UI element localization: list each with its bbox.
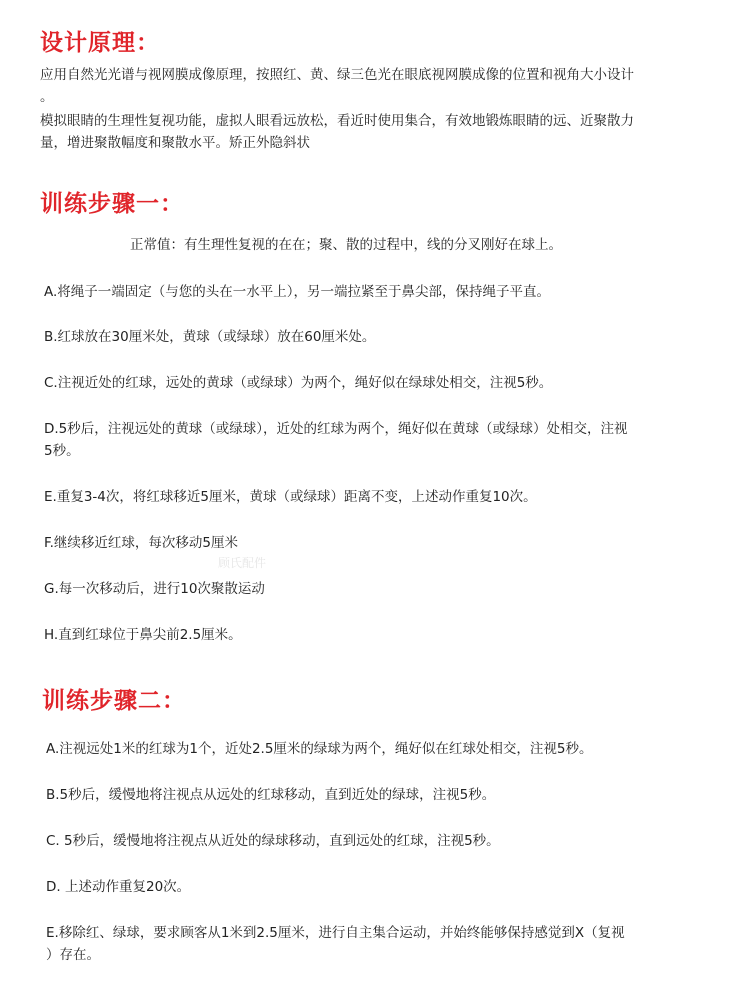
principle-para2-line1: 模拟眼睛的生理性复视功能，虚拟人眼看远放松，看近时使用集合，有效地锻炼眼睛的远、近聚散力 bbox=[40, 113, 634, 129]
step2-item-c: C. 5秒后，缓慢地将注视点从近处的绿球移动，直到远处的红球，注视5秒。 bbox=[46, 833, 500, 849]
step1-item-f: F.继续移近红球，每次移动5厘米 bbox=[44, 535, 238, 551]
principle-heading: 设计原理： bbox=[40, 30, 160, 56]
principle-para2-line2: 量，增进聚散幅度和聚散水平。矫正外隐斜状 bbox=[40, 135, 310, 151]
step1-heading: 训练步骤一： bbox=[40, 191, 184, 217]
step1-item-e: E.重复3-4次，将红球移近5厘米，黄球（或绿球）距离不变，上述动作重复10次。 bbox=[44, 489, 537, 505]
step1-item-c: C.注视近处的红球，远处的黄球（或绿球）为两个，绳好似在绿球处相交，注视5秒。 bbox=[44, 375, 553, 391]
step1-item-g: G.每一次移动后，进行10次聚散运动 bbox=[44, 581, 265, 597]
step2-item-b: B.5秒后，缓慢地将注视点从远处的红球移动，直到近处的绿球，注视5秒。 bbox=[46, 787, 496, 803]
step2-item-a: A.注视远处1米的红球为1个，近处2.5厘米的绿球为两个，绳好似在红球处相交，注视5秒。 bbox=[46, 741, 593, 757]
step2-item-d: D. 上述动作重复20次。 bbox=[46, 879, 191, 895]
principle-para1-line2: 。 bbox=[40, 89, 54, 105]
step1-item-a: A.将绳子一端固定（与您的头在一水平上），另一端拉紧至于鼻尖部，保持绳子平直。 bbox=[44, 284, 551, 300]
step1-normal-value: 正常值：有生理性复视的在在；聚、散的过程中，线的分叉刚好在球上。 bbox=[130, 237, 562, 253]
step1-item-h: H.直到红球位于鼻尖前2.5厘米。 bbox=[44, 627, 242, 643]
step1-item-d-line2: 5秒。 bbox=[44, 443, 80, 459]
step1-item-b: B.红球放在30厘米处，黄球（或绿球）放在60厘米处。 bbox=[44, 329, 376, 345]
step1-item-d-line1: D.5秒后，注视远处的黄球（或绿球），近处的红球为两个，绳好似在黄球（或绿球）处相交，注视 bbox=[44, 421, 628, 437]
step2-heading: 训练步骤二： bbox=[42, 688, 186, 714]
step2-item-e-line1: E.移除红、绿球，要求顾客从1米到2.5厘米，进行自主集合运动，并始终能够保持感觉到X（复视 bbox=[46, 925, 625, 941]
principle-para1-line1: 应用自然光光谱与视网膜成像原理，按照红、黄、绿三色光在眼底视网膜成像的位置和视角大小设计 bbox=[40, 67, 634, 83]
step2-item-e-line2: ）存在。 bbox=[46, 947, 100, 963]
watermark: 顾氏配件 bbox=[218, 556, 267, 570]
